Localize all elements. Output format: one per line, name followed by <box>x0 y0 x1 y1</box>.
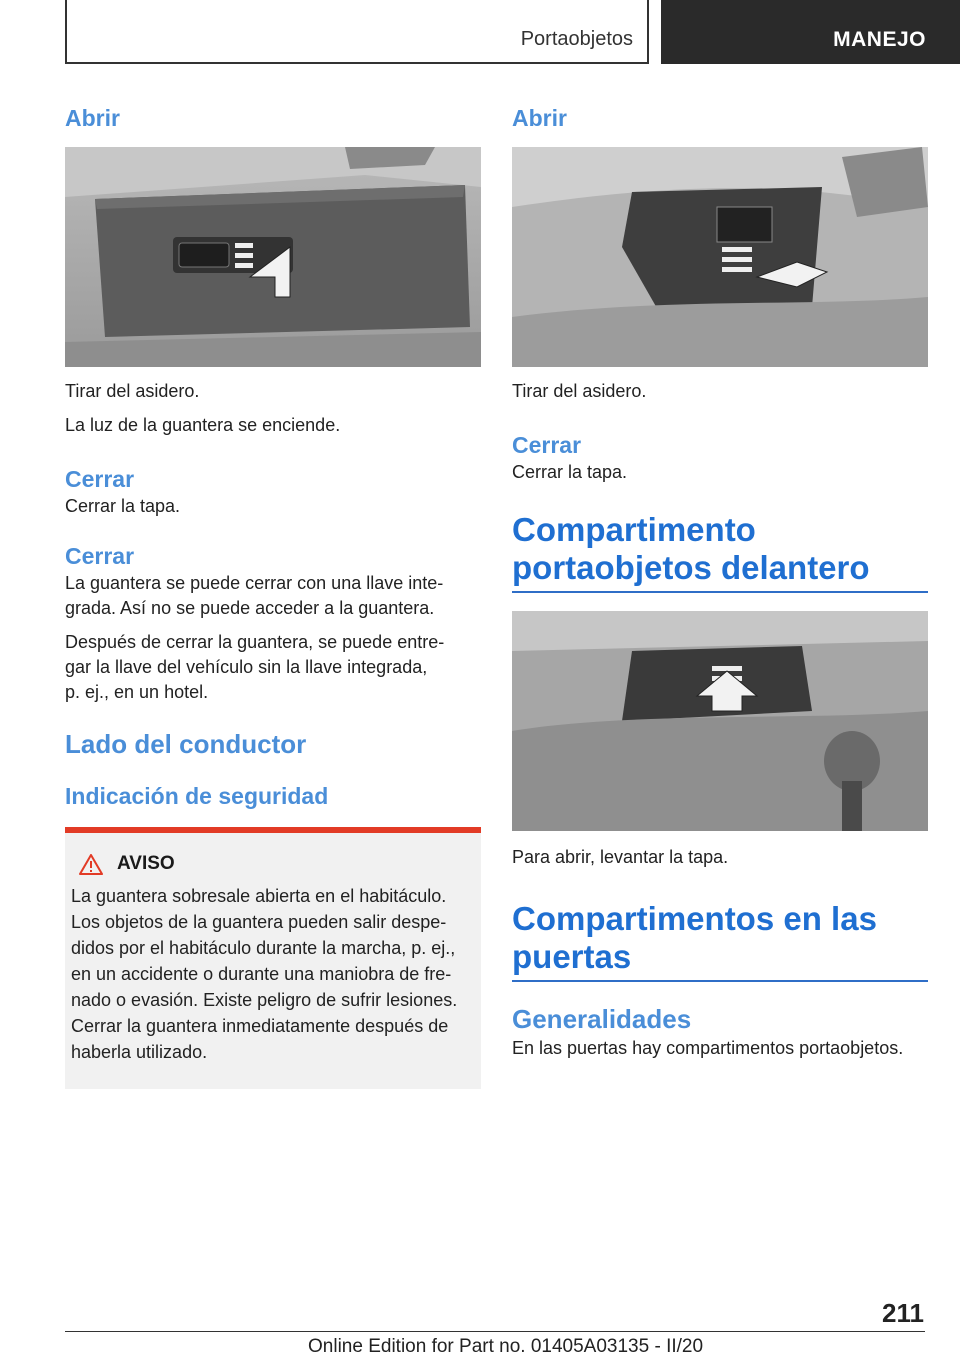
left-column <box>65 100 481 1089</box>
glovebox-open-photo <box>65 147 481 367</box>
warning-text <box>71 883 475 1065</box>
footer-edition: Online Edition for Part no. 01405A03135 - II/20 <box>308 1336 704 1357</box>
warning-title: AVISO <box>117 853 175 874</box>
line: Compartimento <box>512 511 756 548</box>
page-number: 211 <box>882 1298 924 1328</box>
line: grada. Así no se puede acceder a la guantera. <box>65 598 435 618</box>
compartimento-delantero-heading <box>512 511 928 593</box>
line: puertas <box>512 938 632 975</box>
indicacion-seguridad-heading: Indicación de seguridad <box>65 783 329 809</box>
cerrar-text-2b <box>65 630 481 705</box>
line: Compartimentos en las <box>512 900 877 937</box>
driver-compartment-photo <box>512 147 928 367</box>
header-frame <box>65 0 649 64</box>
line: didos por el habitáculo durante la marcha, p. ej., <box>71 938 456 958</box>
abrir-text-right: Tirar del asidero. <box>512 381 647 401</box>
cerrar-text-2a <box>65 571 481 621</box>
line: p. ej., en un hotel. <box>65 682 209 702</box>
warning-triangle-icon <box>79 854 103 875</box>
abrir-heading-right: Abrir <box>512 105 567 131</box>
line: haberla utilizado. <box>71 1042 208 1062</box>
header-section-title: Portaobjetos <box>520 28 633 50</box>
generalidades-text: En las puertas hay compartimentos portaobjetos. <box>512 1038 904 1058</box>
right-column <box>512 100 928 1061</box>
line: gar la llave del vehículo sin la llave integrada, <box>65 657 428 677</box>
cerrar-text-1: Cerrar la tapa. <box>65 496 181 516</box>
warning-box <box>65 827 481 1089</box>
generalidades-heading: Generalidades <box>512 1004 692 1034</box>
abrir-text-1: Tirar del asidero. <box>65 381 200 401</box>
line: Después de cerrar la guantera, se puede entre‐ <box>65 632 445 652</box>
warning-header <box>79 853 475 875</box>
abrir-text-2: La luz de la guantera se enciende. <box>65 415 341 435</box>
compartimento-text: Para abrir, levantar la tapa. <box>512 847 729 867</box>
lado-conductor-heading: Lado del conductor <box>65 729 307 759</box>
front-storage-photo <box>512 611 928 831</box>
cerrar-heading-1: Cerrar <box>65 466 135 492</box>
line: portaobjetos delantero <box>512 549 870 586</box>
compartimentos-puertas-heading <box>512 900 928 982</box>
header-chapter-label: MANEJO <box>833 28 926 51</box>
cerrar-heading-right: Cerrar <box>512 432 582 458</box>
header-chapter-tab <box>661 0 960 64</box>
line: nado o evasión. Existe peligro de sufrir lesiones. <box>71 990 458 1010</box>
abrir-heading: Abrir <box>65 105 120 131</box>
footer-divider <box>65 1331 925 1332</box>
line: La guantera se puede cerrar con una llave inte‐ <box>65 573 444 593</box>
line: La guantera sobresale abierta en el habitáculo. <box>71 886 447 906</box>
cerrar-heading-2: Cerrar <box>65 543 135 569</box>
line: Cerrar la guantera inmediatamente después de <box>71 1016 449 1036</box>
line: Los objetos de la guantera pueden salir despe‐ <box>71 912 447 932</box>
cerrar-text-right: Cerrar la tapa. <box>512 462 628 482</box>
line: en un accidente o durante una maniobra de fre‐ <box>71 964 452 984</box>
